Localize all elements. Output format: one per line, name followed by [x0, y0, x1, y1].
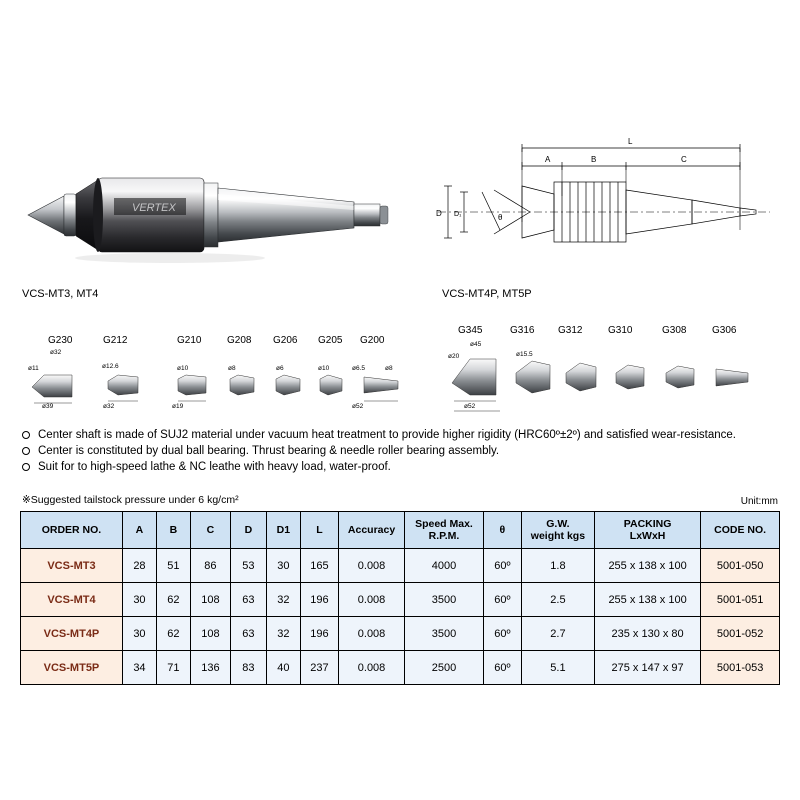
dim-label-o32: ø32: [50, 349, 62, 356]
tip-label-g345: G345: [458, 325, 483, 336]
dim-label-o45: ø45: [470, 341, 482, 348]
tailstock-pressure-note: ※Suggested tailstock pressure under 6 kg/cm²: [22, 494, 239, 506]
header-speed-line1: Speed Max.: [415, 518, 473, 530]
technical-drawing-vcs-mt4p-mt5p: [430, 130, 780, 270]
header-accuracy: Accuracy: [338, 512, 404, 549]
cell-gw: 5.1: [521, 651, 594, 685]
cell-code-no: 5001-051: [701, 583, 780, 617]
dim-label-o32b: ø32: [103, 403, 115, 410]
cell-accuracy: 0.008: [338, 583, 404, 617]
cell-theta: 60º: [483, 583, 521, 617]
cell-d: 53: [230, 549, 266, 583]
bullet-text: Center is constituted by dual ball bearing. Thrust bearing & needle roller bearing assembly.: [38, 445, 500, 457]
svg-text:D: D: [436, 209, 442, 218]
cell-accuracy: 0.008: [338, 651, 404, 685]
header-code-no: CODE NO.: [701, 512, 780, 549]
dim-label-o52: ø52: [352, 403, 364, 410]
cell-code-no: 5001-052: [701, 617, 780, 651]
svg-text:C: C: [681, 155, 687, 164]
cell-c: 136: [190, 651, 230, 685]
cell-a: 34: [122, 651, 156, 685]
cell-theta: 60º: [483, 651, 521, 685]
dim-label-o8b: ø8: [385, 365, 393, 372]
header-d1: D1: [266, 512, 300, 549]
bullet-dot-icon: [22, 447, 30, 455]
cell-rpm: 3500: [405, 583, 484, 617]
cell-rpm: 3500: [405, 617, 484, 651]
header-c: C: [190, 512, 230, 549]
svg-text:B: B: [591, 155, 597, 164]
svg-text:θ: θ: [498, 213, 503, 222]
cell-code-no: 5001-053: [701, 651, 780, 685]
cell-d1: 30: [266, 549, 300, 583]
bullet-item: [22, 460, 782, 475]
cell-d1: 40: [266, 651, 300, 685]
cell-accuracy: 0.008: [338, 549, 404, 583]
header-l: L: [300, 512, 338, 549]
dim-label-o10b: ø10: [318, 365, 330, 372]
dim-label-o126: ø12.6: [102, 363, 119, 370]
header-gw-line1: G.W.: [546, 518, 570, 530]
tip-label-g306: G306: [712, 325, 737, 336]
dim-label-o155: ø15.5: [516, 351, 533, 358]
table-row: [21, 617, 780, 651]
tip-label-g308: G308: [662, 325, 687, 336]
svg-text:D₁: D₁: [454, 211, 462, 218]
header-theta: θ: [483, 512, 521, 549]
cell-order-no: VCS-MT3: [21, 549, 123, 583]
cell-a: 28: [122, 549, 156, 583]
cell-accuracy: 0.008: [338, 617, 404, 651]
cell-b: 62: [156, 583, 190, 617]
unit-label: Unit:mm: [740, 496, 778, 507]
tip-series-right: [440, 325, 780, 425]
cell-theta: 60º: [483, 617, 521, 651]
svg-text:A: A: [545, 155, 551, 164]
header-packing-line1: PACKING: [623, 518, 672, 530]
cell-packing: 275 x 147 x 97: [594, 651, 700, 685]
header-gw-line2: weight kgs: [530, 530, 586, 542]
bullet-item: [22, 428, 782, 443]
tip-label-g310: G310: [608, 325, 633, 336]
caption-right-product: VCS-MT4P, MT5P: [442, 288, 532, 300]
header-a: A: [122, 512, 156, 549]
cell-order-no: VCS-MT4: [21, 583, 123, 617]
tip-label-g205: G205: [318, 335, 343, 346]
bullet-text: Suit for to high-speed lathe & NC leathe with heavy load, water-proof.: [38, 461, 391, 473]
table-row: [21, 549, 780, 583]
dim-label-o8: ø8: [228, 365, 236, 372]
bullet-dot-icon: [22, 431, 30, 439]
dim-label-o65: ø6.5: [352, 365, 366, 372]
cell-order-no: VCS-MT5P: [21, 651, 123, 685]
cell-l: 196: [300, 617, 338, 651]
header-d: D: [230, 512, 266, 549]
dim-label-o6: ø6: [276, 365, 284, 372]
cell-gw: 1.8: [521, 549, 594, 583]
cell-l: 237: [300, 651, 338, 685]
cell-gw: 2.5: [521, 583, 594, 617]
caption-left-product: VCS-MT3, MT4: [22, 288, 99, 300]
tip-label-g206: G206: [273, 335, 298, 346]
cell-b: 51: [156, 549, 190, 583]
bullet-item: [22, 444, 782, 459]
cell-packing: 235 x 130 x 80: [594, 617, 700, 651]
header-speed-max-rpm: [405, 512, 484, 549]
cell-d: 63: [230, 617, 266, 651]
specification-table: [20, 511, 780, 685]
cell-c: 108: [190, 617, 230, 651]
cell-a: 30: [122, 617, 156, 651]
cell-packing: 255 x 138 x 100: [594, 583, 700, 617]
cell-d: 83: [230, 651, 266, 685]
svg-text:L: L: [628, 137, 633, 146]
tip-label-g316: G316: [510, 325, 535, 336]
dim-label-o11: ø11: [28, 365, 39, 372]
cell-rpm: 2500: [405, 651, 484, 685]
product-photo-vcs-mt3-mt4: [20, 150, 410, 280]
header-packing-line2: LxWxH: [629, 530, 666, 542]
dim-label-o52: ø52: [464, 403, 476, 410]
cell-d: 63: [230, 583, 266, 617]
header-order-no: ORDER NO.: [21, 512, 123, 549]
cell-code-no: 5001-050: [701, 549, 780, 583]
cell-rpm: 4000: [405, 549, 484, 583]
cell-b: 71: [156, 651, 190, 685]
tip-series-left: [20, 335, 420, 425]
dim-label-o20: ø20: [448, 353, 460, 360]
feature-bullet-list: [22, 428, 782, 476]
cell-a: 30: [122, 583, 156, 617]
svg-text:VERTEX: VERTEX: [132, 202, 176, 214]
cell-theta: 60º: [483, 549, 521, 583]
cell-d1: 32: [266, 617, 300, 651]
cell-order-no: VCS-MT4P: [21, 617, 123, 651]
tip-label-g200: G200: [360, 335, 385, 346]
tip-label-g210: G210: [177, 335, 202, 346]
dim-label-o39: ø39: [42, 403, 54, 410]
cell-d1: 32: [266, 583, 300, 617]
header-gross-weight: [521, 512, 594, 549]
tip-label-g230: G230: [48, 335, 73, 346]
cell-l: 196: [300, 583, 338, 617]
dim-label-o10: ø10: [177, 365, 189, 372]
header-speed-line2: R.P.M.: [428, 530, 460, 542]
tip-label-g208: G208: [227, 335, 252, 346]
bullet-dot-icon: [22, 463, 30, 471]
dim-label-o19: ø19: [172, 403, 184, 410]
cell-c: 86: [190, 549, 230, 583]
header-packing: [594, 512, 700, 549]
tip-label-g312: G312: [558, 325, 583, 336]
cell-packing: 255 x 138 x 100: [594, 549, 700, 583]
header-b: B: [156, 512, 190, 549]
table-row: [21, 651, 780, 685]
cell-gw: 2.7: [521, 617, 594, 651]
tip-label-g212: G212: [103, 335, 128, 346]
cell-b: 62: [156, 617, 190, 651]
cell-l: 165: [300, 549, 338, 583]
table-header-row: [21, 512, 780, 549]
cell-c: 108: [190, 583, 230, 617]
bullet-text: Center shaft is made of SUJ2 material under vacuum heat treatment to provide higher rigidity (HRC60º±2º) and satisfied wear-resistance.: [38, 429, 737, 441]
table-row: [21, 583, 780, 617]
